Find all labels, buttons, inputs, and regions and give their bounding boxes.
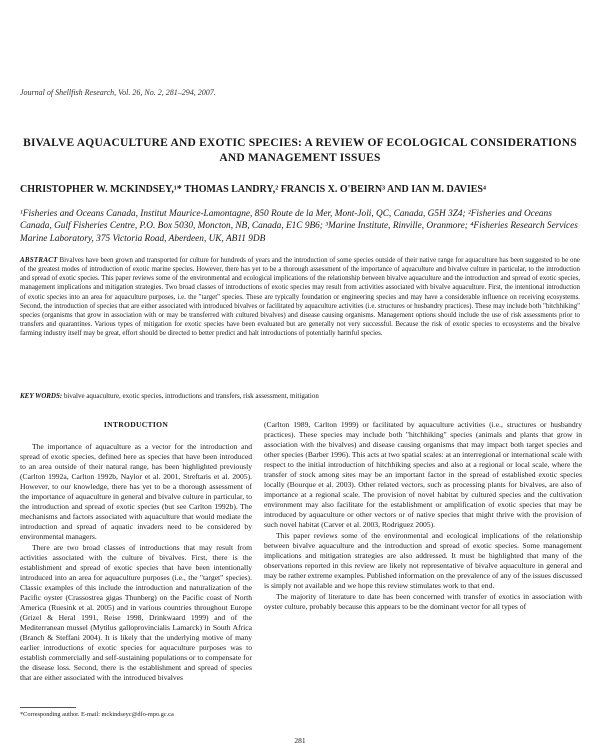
left-column bbox=[20, 420, 252, 683]
section-heading-introduction: INTRODUCTION bbox=[103, 420, 169, 429]
keywords-text: bivalve aquaculture, exotic species, introductions and transfers, risk assessment, mitigation bbox=[63, 392, 319, 400]
keywords bbox=[20, 392, 580, 400]
body-paragraph: The majority of literature to date has been concerned with transfer of exotics in association with oyster culture, probably because this appears to be the dominant vector for all types of bbox=[264, 592, 582, 611]
paper-title: BIVALVE AQUACULTURE AND EXOTIC SPECIES: A REVIEW OF ECOLOGICAL CONSIDERATIONS AND MANAGEMENT ISSUES bbox=[23, 137, 577, 164]
right-column bbox=[264, 420, 582, 612]
body-paragraph: (Carlton 1989, Carlton 1999) or facilitated by aquaculture activities (i.e., structures or husbandry practices). These species may include both "hitchhiking" species (animals and plants that grow in association with the bivalves) and disease causing organisms that may impact both target species and other species (Barber 1996). This acts at two spatial scales: at an interregional or international scale with respect to the initial introduction of hitchhiking species and also at a regional or local scale, where the transfer of stock among sites may be an important factor in the spread of established exotic species locally (Bourque et al. 2003). Other related vectors, such as processing plants for bivalves, are also of importance at a regional scale. The provision of novel habitat by cultured species and the cultivation environment may also facilitate for the establishment or amplification of exotic species that may be introduced by aquaculture or other vectors or of native species that might thrive with the provision of such novel habitat (Carver et al. 2003, Rodriguez 2005). bbox=[264, 420, 582, 529]
footnote-rule bbox=[20, 707, 76, 708]
body-paragraph: There are two broad classes of introductions that may result from activities associated with the culture of bivalves. First, there is the establishment and spread of exotic species that have been intentionally introduced into an area for aquaculture purposes (i.e., the "target" species). Classic examples of this include the introduction and naturalization of the Pacific oyster (Crassostrea gigas Thunberg) on the Pacific coast of North America (Ruesink et al. 2005) and in various countries throughout Europe (Grizel & Heral 1991, Reise 1998, Drinkwaard 1999) and of the Mediterranean mussel (Mytilus galloprovincialis Lamarck) in South Africa (Branch & Steffani 2004). It is likely that the underlying motive of many earlier introductions of exotic species for aquaculture purposes was to establish commercially and self-sustaining populations or to compensate for the disease loss. Second, there is the establishment and spread of species that are either associated with the introduced bivalves bbox=[20, 543, 252, 682]
abstract bbox=[20, 256, 580, 338]
body-paragraph: The importance of aquaculture as a vector for the introduction and spread of exotic species, defined here as species that have been introduced to an area outside of their natural range, has been highlighted previously (Carlton 1992a, Carlton 1992b, Naylor et al. 2001, Streftaris et al. 2005). However, to our knowledge, there has yet to be a thorough assessment of the importance of aquaculture in general and bivalve culture in particular, to the introduction and spread of exotic species (but see Carlton 1992b). The mechanisms and factors associated with aquaculture that would mediate the introduction and spread of aquatic invaders need to be considered by environmental managers. bbox=[20, 442, 252, 541]
abstract-text: Bivalves have been grown and transported for culture for hundreds of years and the introduction of some species outside of their native range for aquaculture has been suggested to be one of the greatest modes of introduction of exotic marine species. However, there has yet to be a thorough assessment of the importance of aquaculture and bivalve culture in particular, to the introduction and spread of exotic species. This paper reviews some of the environmental and ecological implications of the relationship between bivalve aquaculture and the introduction and spread of exotic species, management implications and mitigation strategies. Two broad classes of introductions of exotic species may result from activities associated with bivalve aquaculture. First, the intentional introduction of exotic species into an area for aquaculture purposes, i.e. the "target" species. These are typically foundation or engineering species and may have a considerable influence on receiving ecosystems. Second, the introduction of species that are either associated with introduced bivalves or facilitated by aquaculture activities (i.e. structures or husbandry practices). These may include both "hitchhiking" species (organisms that grow in association with or may be transferred with cultured bivalves) and disease causing organisms. Management options should include the use of risk assessments prior to transfers and quarantines. Various types of mitigation for exotic species have been evaluated but are generally not very successful. Because the risk of exotic species to ecosystems and the bivalve farming industry itself may be great, effort should be directed to better predict and halt introductions of potentially harmful species. bbox=[20, 257, 580, 338]
author-list: CHRISTOPHER W. MCKINDSEY,¹* THOMAS LANDRY,² FRANCIS X. O'BEIRN³ AND IAN M. DAVIES⁴ bbox=[20, 184, 486, 195]
author-affiliations: ¹Fisheries and Oceans Canada, Institut Maurice-Lamontagne, 850 Route de la Mer, Mont-Joli, QC, Canada, G5H 3Z4; ²Fisheries and Oceans Canada, Gulf Fisheries Centre, P.O. Box 5030, Moncton, NB, Canada, E1C 9B6; ³Marine Institute, Rinville, Oranmore; ⁴Fisheries Research Services Marine Laboratory, 375 Victoria Road, Aberdeen, UK, AB11 9DB bbox=[20, 209, 578, 244]
body-paragraph: This paper reviews some of the environmental and ecological implications of the relationship between bivalve aquaculture and the introduction and spread of exotic species. Some management implications and mitigation strategies are also addressed. It must be highlighted that many of the observations reported in this review are likely not representative of bivalve aquaculture in general and may be rather extreme examples. Published information on the prevalence of any of the issues discussed is simply not available and we hope this review stimulates work to that end. bbox=[264, 531, 582, 590]
abstract-label: ABSTRACT bbox=[20, 257, 58, 264]
footnote: *Corresponding author. E-mail: mckindseyc@dfo-mpo.gc.ca bbox=[20, 711, 174, 718]
journal-citation: Journal of Shellfish Research, Vol. 26, No. 2, 281–294, 2007. bbox=[20, 88, 216, 97]
keywords-label: KEY WORDS: bbox=[20, 392, 63, 400]
page-number: 281 bbox=[294, 736, 306, 745]
